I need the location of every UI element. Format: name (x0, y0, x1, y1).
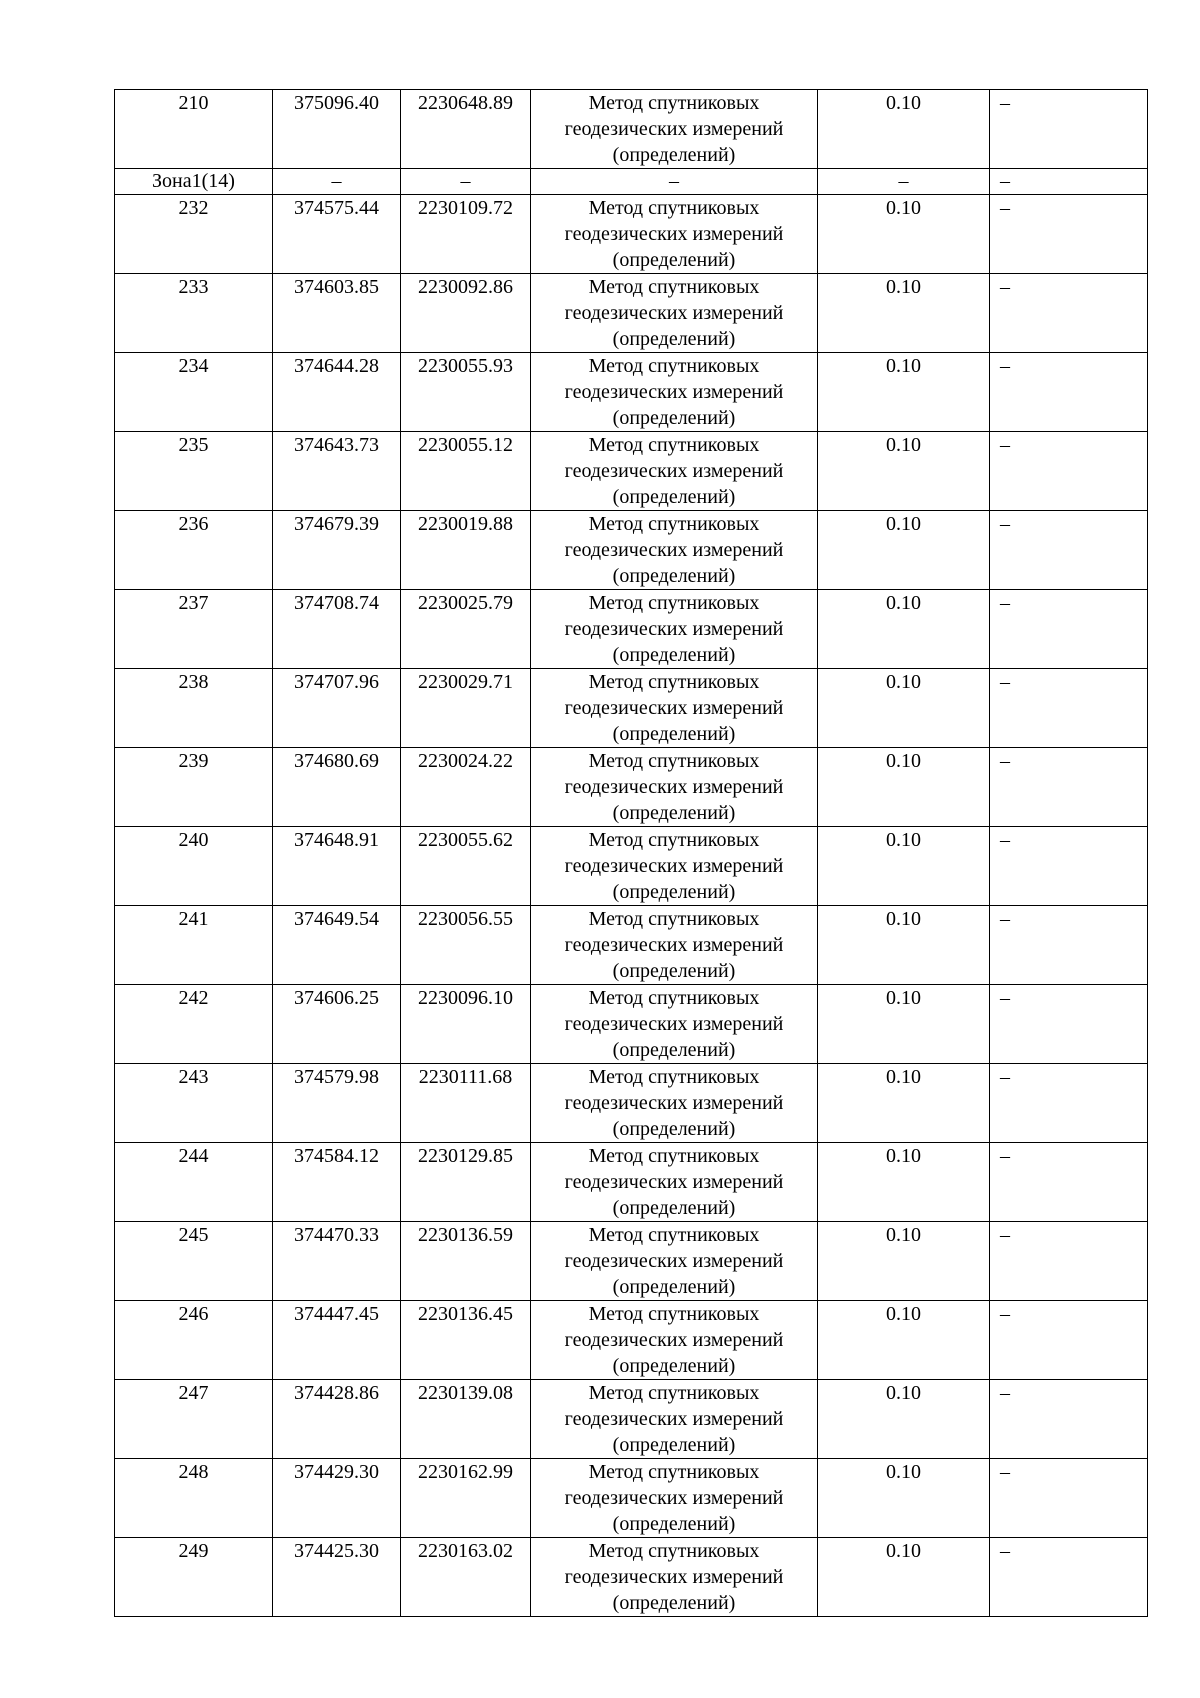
table-row (115, 1380, 1148, 1459)
note-cell: – (990, 511, 1148, 590)
x-coordinate-cell: 374429.30 (273, 1459, 401, 1538)
point-number-cell: Зона1(14) (115, 169, 273, 195)
x-coordinate-cell: 374643.73 (273, 432, 401, 511)
method-line: геодезических измерений (564, 1092, 784, 1114)
y-coordinate-cell: 2230136.45 (401, 1301, 531, 1380)
method-line: (определений) (612, 723, 736, 745)
table-row (115, 1301, 1148, 1380)
table-row (115, 1222, 1148, 1301)
x-coordinate-cell: 374579.98 (273, 1064, 401, 1143)
y-coordinate-cell: 2230055.12 (401, 432, 531, 511)
table-row (115, 906, 1148, 985)
accuracy-cell: 0.10 (818, 274, 990, 353)
note-cell: – (990, 1380, 1148, 1459)
accuracy-cell: 0.10 (818, 353, 990, 432)
x-coordinate-cell: 374575.44 (273, 195, 401, 274)
note-cell: – (990, 432, 1148, 511)
method-line: Метод спутниковых (588, 276, 760, 298)
method-cell (531, 985, 818, 1064)
x-coordinate-cell: 374584.12 (273, 1143, 401, 1222)
method-line: Метод спутниковых (588, 1224, 760, 1246)
y-coordinate-cell: 2230139.08 (401, 1380, 531, 1459)
accuracy-cell: 0.10 (818, 827, 990, 906)
note-cell: – (990, 169, 1148, 195)
note-cell: – (990, 1459, 1148, 1538)
method-line: Метод спутниковых (588, 1461, 760, 1483)
note-cell: – (990, 353, 1148, 432)
y-coordinate-cell: 2230096.10 (401, 985, 531, 1064)
table-row (115, 511, 1148, 590)
method-line: геодезических измерений (564, 1250, 784, 1272)
method-cell (531, 590, 818, 669)
method-line: (определений) (612, 328, 736, 350)
method-line: (определений) (612, 644, 736, 666)
note-cell: – (990, 274, 1148, 353)
point-number-cell: 244 (115, 1143, 273, 1222)
method-line: геодезических измерений (564, 1566, 784, 1588)
x-coordinate-cell: 374649.54 (273, 906, 401, 985)
y-coordinate-cell: 2230163.02 (401, 1538, 531, 1617)
table-row (115, 669, 1148, 748)
note-cell: – (990, 1301, 1148, 1380)
accuracy-cell: 0.10 (818, 1538, 990, 1617)
point-number-cell: 236 (115, 511, 273, 590)
accuracy-cell: 0.10 (818, 985, 990, 1064)
method-line: (определений) (612, 1355, 736, 1377)
method-line: геодезических измерений (564, 223, 784, 245)
point-number-cell: 232 (115, 195, 273, 274)
method-line: Метод спутниковых (588, 1540, 760, 1562)
method-line: геодезических измерений (564, 855, 784, 877)
method-line: Метод спутниковых (588, 513, 760, 535)
point-number-cell: 243 (115, 1064, 273, 1143)
y-coordinate-cell: 2230024.22 (401, 748, 531, 827)
method-line: геодезических измерений (564, 118, 784, 140)
method-cell (531, 1143, 818, 1222)
method-line: Метод спутниковых (588, 92, 760, 114)
method-line: геодезических измерений (564, 697, 784, 719)
x-coordinate-cell: 374470.33 (273, 1222, 401, 1301)
y-coordinate-cell: 2230111.68 (401, 1064, 531, 1143)
note-cell: – (990, 1222, 1148, 1301)
method-cell (531, 1064, 818, 1143)
x-coordinate-cell: 374606.25 (273, 985, 401, 1064)
accuracy-cell: 0.10 (818, 511, 990, 590)
table-row (115, 1143, 1148, 1222)
method-line: (определений) (612, 565, 736, 587)
y-coordinate-cell: 2230109.72 (401, 195, 531, 274)
point-number-cell: 235 (115, 432, 273, 511)
method-line: геодезических измерений (564, 1013, 784, 1035)
point-number-cell: 237 (115, 590, 273, 669)
method-cell (531, 432, 818, 511)
method-line: (определений) (612, 881, 736, 903)
method-line: – (669, 170, 679, 192)
method-line: геодезических измерений (564, 776, 784, 798)
y-coordinate-cell: 2230162.99 (401, 1459, 531, 1538)
method-line: геодезических измерений (564, 302, 784, 324)
method-cell (531, 353, 818, 432)
method-line: (определений) (612, 486, 736, 508)
method-cell (531, 90, 818, 169)
x-coordinate-cell: 374447.45 (273, 1301, 401, 1380)
note-cell: – (990, 1064, 1148, 1143)
method-cell (531, 169, 818, 195)
y-coordinate-cell: 2230136.59 (401, 1222, 531, 1301)
method-line: (определений) (612, 802, 736, 824)
table-row (115, 1064, 1148, 1143)
method-line: Метод спутниковых (588, 1303, 760, 1325)
note-cell: – (990, 1538, 1148, 1617)
table-row (115, 1538, 1148, 1617)
y-coordinate-cell: 2230648.89 (401, 90, 531, 169)
point-number-cell: 240 (115, 827, 273, 906)
zone-header-row (115, 169, 1148, 195)
table-row (115, 432, 1148, 511)
note-cell: – (990, 827, 1148, 906)
note-cell: – (990, 748, 1148, 827)
point-number-cell: 241 (115, 906, 273, 985)
accuracy-cell: 0.10 (818, 432, 990, 511)
x-coordinate-cell: 374428.86 (273, 1380, 401, 1459)
method-cell (531, 1380, 818, 1459)
note-cell: – (990, 669, 1148, 748)
table-row (115, 274, 1148, 353)
y-coordinate-cell: 2230025.79 (401, 590, 531, 669)
point-number-cell: 233 (115, 274, 273, 353)
y-coordinate-cell: – (401, 169, 531, 195)
note-cell: – (990, 90, 1148, 169)
method-cell (531, 274, 818, 353)
method-line: (определений) (612, 249, 736, 271)
method-line: геодезических измерений (564, 934, 784, 956)
method-cell (531, 1222, 818, 1301)
table-row (115, 195, 1148, 274)
table-row (115, 1459, 1148, 1538)
note-cell: – (990, 985, 1148, 1064)
method-line: (определений) (612, 1592, 736, 1614)
method-line: Метод спутниковых (588, 750, 760, 772)
table-row (115, 827, 1148, 906)
point-number-cell: 242 (115, 985, 273, 1064)
method-line: (определений) (612, 1513, 736, 1535)
accuracy-cell: 0.10 (818, 669, 990, 748)
x-coordinate-cell: 374708.74 (273, 590, 401, 669)
method-line: геодезических измерений (564, 1329, 784, 1351)
note-cell: – (990, 906, 1148, 985)
method-cell (531, 1459, 818, 1538)
point-number-cell: 234 (115, 353, 273, 432)
point-number-cell: 246 (115, 1301, 273, 1380)
x-coordinate-cell: 374707.96 (273, 669, 401, 748)
method-line: Метод спутниковых (588, 1066, 760, 1088)
method-line: (определений) (612, 407, 736, 429)
y-coordinate-cell: 2230055.62 (401, 827, 531, 906)
accuracy-cell: 0.10 (818, 1222, 990, 1301)
method-line: (определений) (612, 1039, 736, 1061)
accuracy-cell: 0.10 (818, 195, 990, 274)
x-coordinate-cell: 374679.39 (273, 511, 401, 590)
method-line: Метод спутниковых (588, 829, 760, 851)
method-line: (определений) (612, 1276, 736, 1298)
table-row (115, 590, 1148, 669)
point-number-cell: 239 (115, 748, 273, 827)
method-line: геодезических измерений (564, 1171, 784, 1193)
point-number-cell: 249 (115, 1538, 273, 1617)
method-cell (531, 748, 818, 827)
accuracy-cell: 0.10 (818, 906, 990, 985)
method-line: Метод спутниковых (588, 197, 760, 219)
y-coordinate-cell: 2230056.55 (401, 906, 531, 985)
method-line: геодезических измерений (564, 1408, 784, 1430)
method-cell (531, 1538, 818, 1617)
method-line: (определений) (612, 144, 736, 166)
accuracy-cell: 0.10 (818, 90, 990, 169)
y-coordinate-cell: 2230019.88 (401, 511, 531, 590)
point-number-cell: 210 (115, 90, 273, 169)
method-line: геодезических измерений (564, 539, 784, 561)
method-line: Метод спутниковых (588, 908, 760, 930)
accuracy-cell: – (818, 169, 990, 195)
method-line: (определений) (612, 1197, 736, 1219)
method-cell (531, 827, 818, 906)
method-line: Метод спутниковых (588, 434, 760, 456)
x-coordinate-cell: 374425.30 (273, 1538, 401, 1617)
method-line: Метод спутниковых (588, 1145, 760, 1167)
method-line: геодезических измерений (564, 618, 784, 640)
accuracy-cell: 0.10 (818, 590, 990, 669)
method-line: геодезических измерений (564, 381, 784, 403)
method-line: Метод спутниковых (588, 1382, 760, 1404)
table-row (115, 353, 1148, 432)
method-line: (определений) (612, 1118, 736, 1140)
method-line: геодезических измерений (564, 460, 784, 482)
x-coordinate-cell: 375096.40 (273, 90, 401, 169)
method-line: (определений) (612, 960, 736, 982)
accuracy-cell: 0.10 (818, 1301, 990, 1380)
method-cell (531, 669, 818, 748)
point-number-cell: 248 (115, 1459, 273, 1538)
table-row (115, 748, 1148, 827)
accuracy-cell: 0.10 (818, 1064, 990, 1143)
x-coordinate-cell: – (273, 169, 401, 195)
method-cell (531, 195, 818, 274)
table-row (115, 90, 1148, 169)
method-line: (определений) (612, 1434, 736, 1456)
point-number-cell: 238 (115, 669, 273, 748)
x-coordinate-cell: 374603.85 (273, 274, 401, 353)
method-cell (531, 906, 818, 985)
coordinates-table-body (115, 90, 1148, 1617)
accuracy-cell: 0.10 (818, 748, 990, 827)
method-cell (531, 1301, 818, 1380)
y-coordinate-cell: 2230092.86 (401, 274, 531, 353)
x-coordinate-cell: 374680.69 (273, 748, 401, 827)
x-coordinate-cell: 374644.28 (273, 353, 401, 432)
method-line: Метод спутниковых (588, 355, 760, 377)
note-cell: – (990, 195, 1148, 274)
method-line: Метод спутниковых (588, 592, 760, 614)
accuracy-cell: 0.10 (818, 1380, 990, 1459)
accuracy-cell: 0.10 (818, 1143, 990, 1222)
point-number-cell: 247 (115, 1380, 273, 1459)
method-line: геодезических измерений (564, 1487, 784, 1509)
x-coordinate-cell: 374648.91 (273, 827, 401, 906)
y-coordinate-cell: 2230029.71 (401, 669, 531, 748)
point-number-cell: 245 (115, 1222, 273, 1301)
note-cell: – (990, 1143, 1148, 1222)
coordinates-table (114, 89, 1148, 1617)
y-coordinate-cell: 2230055.93 (401, 353, 531, 432)
table-row (115, 985, 1148, 1064)
method-line: Метод спутниковых (588, 671, 760, 693)
method-line: Метод спутниковых (588, 987, 760, 1009)
accuracy-cell: 0.10 (818, 1459, 990, 1538)
method-cell (531, 511, 818, 590)
y-coordinate-cell: 2230129.85 (401, 1143, 531, 1222)
note-cell: – (990, 590, 1148, 669)
